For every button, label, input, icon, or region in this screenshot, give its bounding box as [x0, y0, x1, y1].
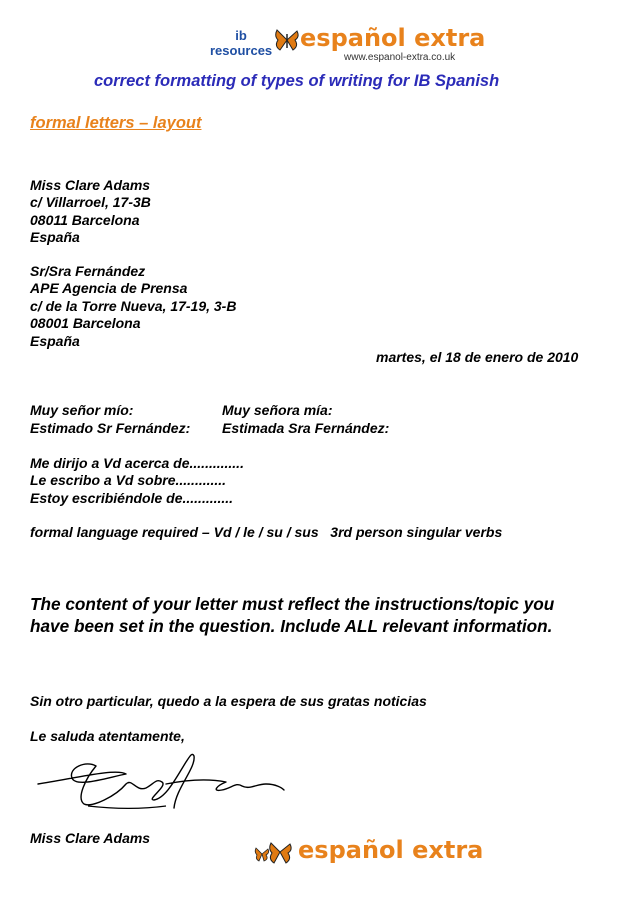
opening-phrase: Le escribo a Vd sobre.............: [30, 472, 227, 489]
footer-logo: [254, 836, 484, 870]
opening-phrase: Me dirijo a Vd acerca de..............: [30, 455, 244, 471]
ib-resources-logo: [210, 28, 272, 58]
logo-ib-text: ib: [235, 28, 247, 43]
recipient-line: APE Agencia de Prensa: [30, 280, 188, 297]
sender-line: c/ Villarroel, 17-3B: [30, 194, 151, 211]
recipient-line: Sr/Sra Fernández: [30, 263, 146, 279]
closing-line: Sin otro particular, quedo a la espera de sus gratas noticias: [30, 693, 427, 709]
formal-language-note: formal language required – Vd / le / su / sus 3rd person singular verbs: [30, 524, 503, 540]
sender-line: 08011 Barcelona: [30, 211, 140, 228]
recipient-address: [30, 263, 236, 350]
page-subtitle: correct formatting of types of writing for IB Spanish: [94, 72, 500, 90]
opening-phrases: [30, 455, 244, 507]
letter-date: martes, el 18 de enero de 2010: [376, 349, 579, 365]
opening-phrase: Estoy escribiéndole de.............: [30, 489, 234, 506]
header-logo: [210, 24, 486, 66]
butterflies-icon: [254, 840, 294, 866]
recipient-line: c/ de la Torre Nueva, 17-19, 3-B: [30, 297, 237, 314]
logo-url: www.espanol-extra.co.uk: [344, 52, 456, 63]
greeting-feminine-alt: Estimada Sra Fernández:: [222, 420, 390, 436]
sender-line: Miss Clare Adams: [30, 177, 151, 193]
recipient-line: España: [30, 332, 80, 349]
content-note-line: have been set in the question. Include ALL relevant information.: [30, 616, 553, 636]
content-note-line: The content of your letter must reflect the instructions/topic you: [30, 594, 555, 614]
handwritten-signature: [36, 748, 286, 814]
recipient-line: 08001 Barcelona: [30, 315, 141, 332]
section-title: formal letters – layout: [30, 114, 202, 132]
sender-address: [30, 177, 151, 247]
signature-name: Miss Clare Adams: [30, 830, 151, 846]
content-note: [30, 593, 554, 637]
greeting-feminine: Muy señora mía:: [222, 402, 333, 418]
sender-line: España: [30, 229, 80, 246]
sign-off: Le saluda atentamente,: [30, 728, 185, 744]
footer-espanol-extra-logo: español extra: [298, 836, 484, 864]
greeting-masculine: Muy señor mío:: [30, 402, 134, 418]
espanol-extra-logo: español extra: [300, 24, 486, 52]
butterfly-icon: [274, 28, 300, 52]
greeting-masculine-alt: Estimado Sr Fernández:: [30, 420, 191, 436]
logo-resources-text: resources: [210, 43, 273, 58]
